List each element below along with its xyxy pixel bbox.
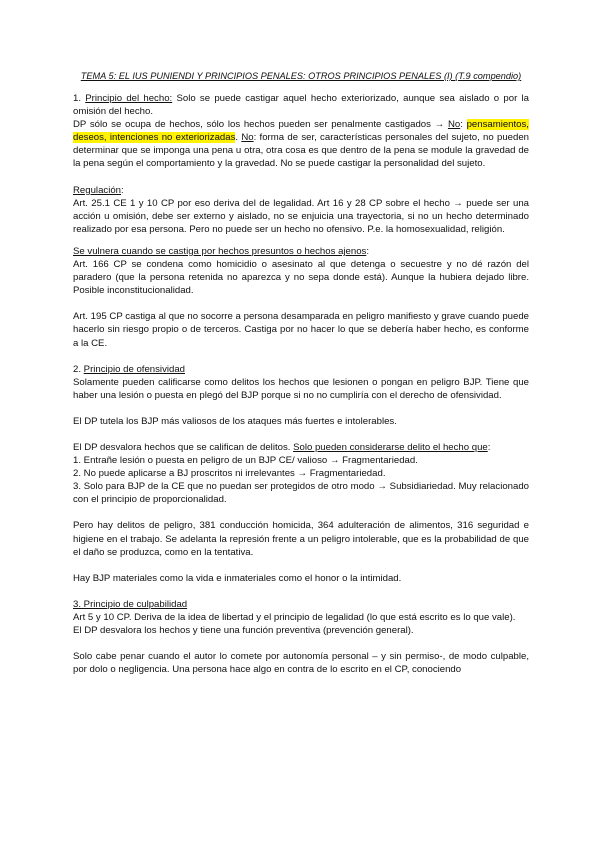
- section-3-paragraph-1: Art 5 y 10 CP. Deriva de la idea de libertad y el principio de legalidad (lo que está escrito es lo que vale).: [73, 611, 516, 623]
- text-run: DP sólo se ocupa de hechos, sólo los hechos pueden ser penalmente castigados →: [73, 119, 448, 131]
- document-body: [73, 70, 529, 676]
- text-run: :: [121, 184, 124, 196]
- text-run: :: [366, 245, 370, 257]
- regulacion-heading-line: [73, 184, 529, 197]
- text-run: :: [487, 441, 491, 453]
- section-1-paragraph: [73, 118, 529, 170]
- vulnera-text: Art. 166 CP se condena como homicidio o asesinato al que detenga o secuestre y no dé razón del paradero (que la persona retenida no aparezca y no sepa donde está). Aunque la hubiera dejado libre. Posible inconstitucionalidad.: [73, 259, 529, 297]
- section-2-heading-line: [73, 363, 529, 376]
- section-3-heading-line: [73, 598, 529, 611]
- text-run-underlined: Solo pueden considerarse delito el hecho que: [293, 441, 488, 453]
- section-2-paragraph-1: Solamente pueden calificarse como delitos los hechos que lesionen o pongan en peligro BJP. Tiene que haber una lesión o puesta en plegó del BJP porque si no no cumpliría con el derecho de ofensividad.: [73, 376, 529, 401]
- regulacion-text: Art. 25.1 CE 1 y 10 CP por eso deriva del de legalidad. Art 16 y 28 CP sobre el hecho → puede ser una acción u omisión, debe ser externo y aislado, no se enjuicia una trayectoria, si no un hecho determinado realizado por esa persona. Pero no puede ser un hecho no ofensivo. P.e. la homosexualidad, religión.: [73, 197, 529, 235]
- section-2-paragraph-5: Hay BJP materiales como la vida e inmateriales como el honor o la intimidad.: [73, 572, 402, 584]
- text-run: El DP desvalora hechos que se califican de delitos.: [73, 441, 294, 453]
- section-3-heading: 3. Principio de culpabilidad: [73, 598, 188, 610]
- section-1-heading: Principio del hecho:: [85, 93, 173, 104]
- list-item: 2. No puede aplicarse a BJ proscritos ni irrelevantes → Fragmentariedad.: [73, 468, 386, 480]
- section-2-paragraph-4: Pero hay delitos de peligro, 381 conducción homicida, 364 adulteración de alimentos, 316 seguridad e higiene en el trabajo. Se adelanta la represión frente a un peligro intolerable, que es la probabilidad de que el daño se produzca, como en la tentativa.: [73, 520, 529, 558]
- section-3-paragraph-2: El DP desvalora los hechos y tiene una función preventiva (prevención general).: [73, 625, 414, 636]
- section-1-number: 1.: [73, 93, 86, 104]
- section-1-intro-text: Solo se puede castigar aquel hecho exteriorizado, aunque sea aislado o por la omisión del hecho.: [73, 93, 529, 118]
- highlighted-text: pensamientos, deseos, intenciones no exteriorizadas: [73, 119, 529, 144]
- regulacion-heading: Regulación: [73, 184, 122, 196]
- section-2-heading: Principio de ofensividad: [83, 363, 186, 375]
- section-3-paragraph-3: Solo cabe penar cuando el autor lo comete por autonomía personal – y sin permiso-, de modo culpable, por dolo o negligencia. Una persona hace algo en contra de lo escrito en el CP, conociendo: [73, 651, 529, 676]
- art-195-paragraph: Art. 195 CP castiga al que no socorre a persona desamparada en peligro manifiesto y grave cuando puede hacerlo sin riesgo propio o de terceros. Castiga por no hacer lo que se debería haber hecho, es conforme a la CE.: [73, 311, 529, 349]
- document-title: TEMA 5: EL IUS PUNIENDI Y PRINCIPIOS PENALES: OTROS PRINCIPIOS PENALES (I) (T.9 compendio): [80, 71, 522, 81]
- vulnera-heading-line: [73, 245, 529, 258]
- section-2-paragraph-2: El DP tutela los BJP más valiosos de los ataques más fuertes e intolerables.: [73, 415, 397, 427]
- section-1-intro: [73, 92, 529, 118]
- list-item: 1. Entrañe lesión o puesta en peligro de un BJP CE/ valioso → Fragmentariedad.: [73, 455, 418, 467]
- text-run: .: [235, 132, 242, 144]
- text-run-underlined: No: [241, 132, 254, 144]
- vulnera-heading: Se vulnera cuando se castiga por hechos presuntos o hechos ajenos: [73, 245, 367, 257]
- section-2-number: 2.: [73, 363, 84, 375]
- list-item: 3. Solo para BJP de la CE que no puedan ser protegidos de otro modo → Subsidiariedad. Muy relacionado con el principio de proporcionalidad.: [73, 481, 529, 506]
- section-2-paragraph-3: [73, 441, 529, 454]
- text-run-underlined: No: [447, 119, 461, 131]
- text-run: :: [460, 119, 467, 131]
- text-run: : forma de ser, características personales del sujeto, no pueden determinar que se imponga una pena u otra, otra cosa es que dentro de la pena se module la gravedad de la pena según el comportamiento y la gravedad. No se puede castigar la personalidad del sujeto.: [73, 132, 530, 170]
